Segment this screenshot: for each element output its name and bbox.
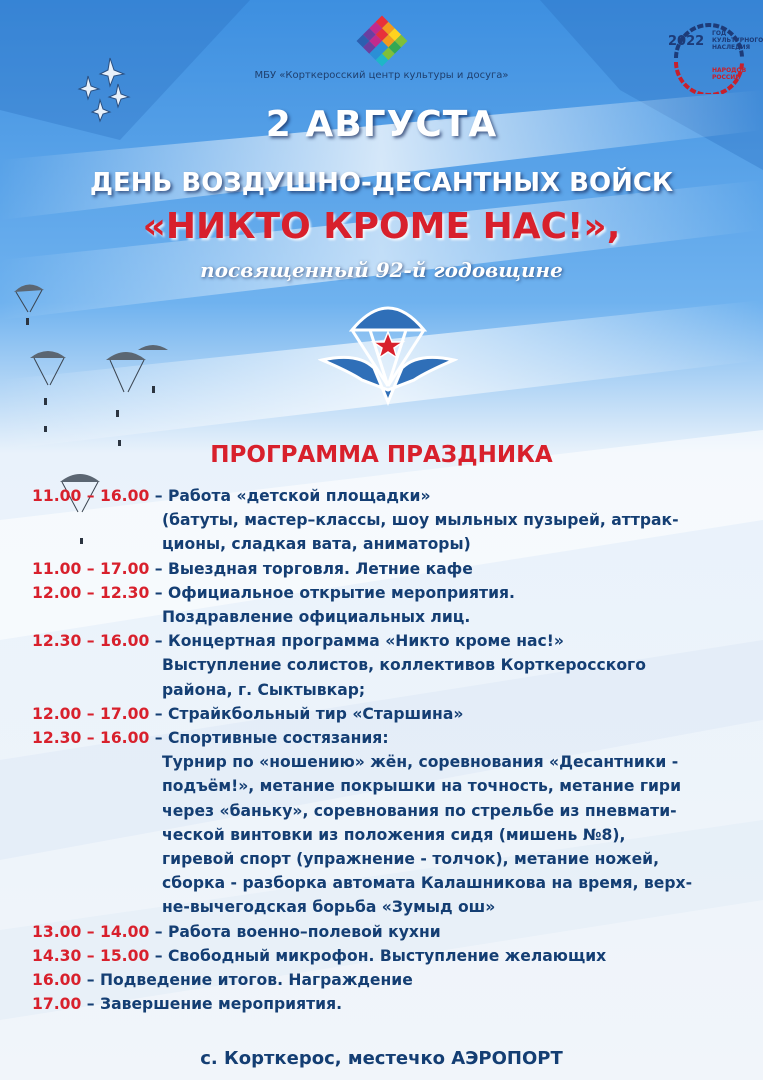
schedule-time: 14.30 – 15.00 [32, 946, 150, 965]
schedule-time: 11.00 – 17.00 [32, 559, 150, 578]
schedule-item: 13.00 – 14.00 – Работа военно–полевой кухни [32, 920, 742, 944]
schedule-item: 12.30 – 16.00 – Спортивные состязания: [32, 726, 742, 750]
schedule-time: 17.00 [32, 995, 82, 1014]
schedule-detail: (батуты, мастер–классы, шоу мыльных пузырей, аттрак- [162, 511, 679, 530]
schedule-activity: Завершение мероприятия. [99, 995, 343, 1014]
schedule-time: 12.00 – 12.30 [32, 583, 150, 602]
year-label: 2022 [668, 34, 705, 49]
organization-logo [340, 14, 424, 68]
airborne-emblem-icon [318, 290, 458, 408]
event-slogan: «НИКТО КРОМЕ НАС!», [142, 206, 621, 247]
culture-heritage-year-logo [668, 18, 763, 94]
schedule-item: 14.30 – 15.00 – Свободный микрофон. Выступление желающих [32, 944, 742, 968]
schedule-time: 12.00 – 17.00 [32, 704, 150, 723]
schedule-item: 12.00 – 12.30 – Официальное открытие мероприятия. [32, 581, 742, 605]
schedule-detail: не-вычегодская борьба «Зумыд ош» [162, 898, 496, 917]
schedule-detail: Поздравление официальных лиц. [162, 608, 471, 627]
schedule-activity: Работа военно–полевой кухни [167, 922, 441, 941]
schedule-detail: ческой винтовки из положения сидя (мишень №8), [162, 825, 626, 844]
event-location: с. Корткерос, местечко АЭРОПОРТ [200, 1048, 563, 1069]
schedule-detail: через «баньку», соревнования по стрельбе из пневмати- [162, 801, 677, 820]
schedule-detail: подъём!», метание покрышки на точность, метание гири [162, 777, 681, 796]
schedule-item: 12.00 – 17.00 – Страйкбольный тир «Старшина» [32, 702, 742, 726]
schedule-time: 12.30 – 16.00 [32, 729, 150, 748]
program-schedule [32, 484, 742, 1016]
program-title: ПРОГРАММА ПРАЗДНИКА [210, 442, 553, 468]
schedule-detail: ционы, сладкая вата, аниматоры) [162, 535, 471, 554]
schedule-activity: Спортивные состязания: [167, 729, 389, 748]
year-logo-line1: ГОД КУЛЬТУРНОГО НАСЛЕДИЯ [712, 30, 763, 51]
schedule-detail: гиревой спорт (упражнение - толчок), метание ножей, [162, 850, 660, 869]
schedule-item: 11.00 – 16.00 – Работа «детской площадки» [32, 484, 742, 508]
schedule-detail: Турнир по «ношению» жён, соревнования «Десантники - [162, 753, 679, 772]
schedule-activity: Свободный микрофон. Выступление желающих [167, 946, 607, 965]
schedule-time: 12.30 – 16.00 [32, 632, 150, 651]
schedule-activity: Подведение итогов. Награждение [99, 971, 413, 990]
year-logo-line2: НАРОДОВ РОССИИ [712, 67, 747, 81]
event-date: 2 АВГУСТА [265, 104, 498, 145]
schedule-time: 13.00 – 14.00 [32, 922, 150, 941]
schedule-activity: Выездная торговля. Летние кафе [167, 559, 473, 578]
schedule-detail: Выступление солистов, коллективов Корткеросского [162, 656, 646, 675]
schedule-detail: сборка - разборка автомата Калашникова на время, верх- [162, 874, 693, 893]
schedule-activity: Концертная программа «Никто кроме нас!» [167, 632, 564, 651]
organization-name: МБУ «Корткеросский центр культуры и досуга» [254, 70, 509, 81]
schedule-item: 16.00 – Подведение итогов. Награждение [32, 968, 742, 992]
schedule-detail: района, г. Сыктывкар; [162, 680, 366, 699]
schedule-item: 11.00 – 17.00 – Выездная торговля. Летние кафе [32, 557, 742, 581]
event-dedication: посвященный 92-й годовщине [200, 258, 563, 282]
schedule-activity: Официальное открытие мероприятия. [167, 583, 515, 602]
schedule-time: 11.00 – 16.00 [32, 487, 150, 505]
schedule-item: 12.30 – 16.00 – Концертная программа «Никто кроме нас!» [32, 629, 742, 653]
schedule-time: 16.00 [32, 971, 82, 990]
schedule-activity: Страйкбольный тир «Старшина» [167, 704, 464, 723]
schedule-item: 17.00 – Завершение мероприятия. [32, 992, 742, 1016]
schedule-activity: Работа «детской площадки» [167, 487, 431, 505]
event-name: ДЕНЬ ВОЗДУШНО-ДЕСАНТНЫХ ВОЙСК [89, 168, 674, 198]
